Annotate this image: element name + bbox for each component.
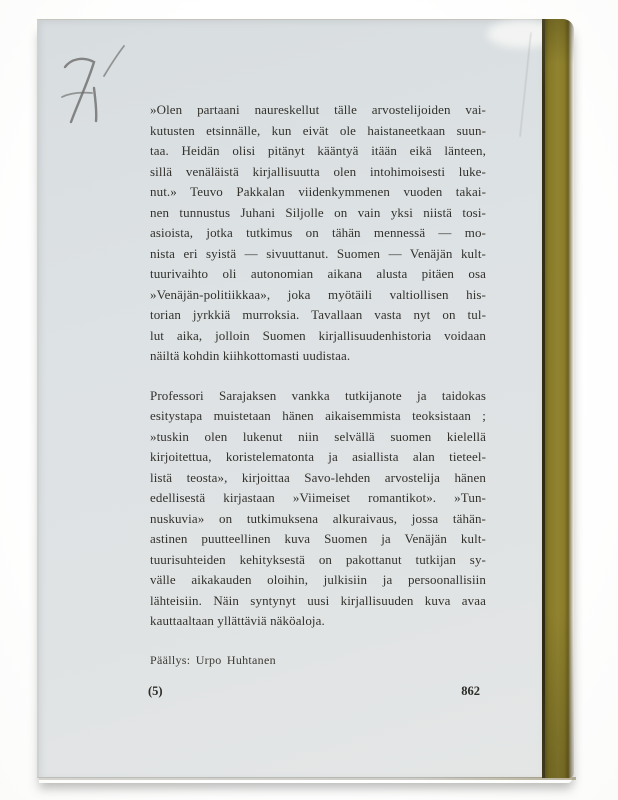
blurb-line: nista eri syistä — sivuuttanut. Suomen — Venäjän kult- [150, 245, 486, 261]
blurb-line: esitystapa muistetaan hänen aikaisemmista teoksistaan ; [150, 408, 486, 423]
blurb-line: »Venäjän-politiikkaa», joka myötäili valtiollisen his- [150, 286, 486, 302]
blurb-line: astinen puutteellinen kuva Suomen ja Venäjän kult- [150, 531, 486, 546]
blurb-line: »Olen partaani naureskellut tälle arvostelijoiden vai- [150, 102, 486, 117]
blurb-line: nen tunnustus Juhani Siljolle on vain yksi niistä tosi- [150, 204, 486, 220]
blurb-line: kauttaaltaan yllättäviä näköaloja. [150, 613, 325, 628]
print-code: (5) [148, 683, 163, 698]
blurb-line: »tuskin olen lukenut niin selvällä suomen kielellä [150, 428, 486, 444]
cover-surface [37, 19, 542, 778]
blurb-line: kutusten etsinnälle, kun eivät ole haistaneetkaan suun- [150, 122, 486, 138]
blurb-line: torian jyrkkiä murroksia. Tavallaan vasta nyt on tul- [150, 307, 486, 322]
catalog-number: 862 [461, 683, 480, 698]
blurb-line: kirjoitettua, koristelematonta ja asiallista alan tieteel- [150, 449, 486, 464]
cover-design-credit: Päällys: Urpo Huhtanen [150, 652, 276, 667]
book-spine [545, 19, 574, 778]
blurb-line: taa. Heidän olisi pitänyt kääntyä itään eikä länteen, [150, 143, 486, 158]
blurb-line: tuurivaihto oli autonomian aikana alusta pitäen osa [150, 266, 486, 281]
blurb-line: lut aika, jolloin Suomen kirjallisuudenhistoria voidaan [150, 327, 486, 343]
blurb-line: asioista, jotka tutkimus on tähän mennessä — mo- [150, 225, 486, 240]
cover-bottom-edge [39, 777, 576, 780]
blurb-line: näiltä kohdin kiihkottomasti uudistaa. [150, 348, 351, 363]
print-codes-row [150, 684, 486, 699]
blurb-line: välle aikakauden oloihin, julkisiin ja persoonallisiin [150, 572, 486, 587]
book-back-cover [37, 19, 574, 778]
blurb-line: nut.» Teuvo Pakkalan viidenkymmenen vuoden takai- [150, 184, 486, 199]
blurb-line: sillä venäläistä kirjallisuutta olen intohimoisesti luke- [150, 163, 486, 179]
blurb-paragraph-1 [150, 100, 486, 367]
blurb-line: edellisestä kirjastaan »Viimeiset romantikot». »Tun- [150, 490, 486, 505]
blurb-line: listä teosta», kirjoittaa Savo-lehden arvostelija hänen [150, 469, 486, 485]
blurb-line: Professori Sarajaksen vankka tutkijanote ja taidokas [150, 387, 486, 403]
blurb-paragraph-2 [150, 386, 486, 632]
blurb-line: nuskuvia» on tutkimuksena alkuraivaus, jossa tähän- [150, 510, 486, 526]
blurb-line: tuurisuhteiden kehityksestä on pakottanut tutkijan sy- [150, 551, 486, 567]
blurb-text-block [150, 100, 486, 699]
pencil-price-mark [52, 38, 132, 130]
blurb-line: lähteisiin. Näin syntynyt uusi kirjallisuuden kuva avaa [150, 592, 486, 608]
